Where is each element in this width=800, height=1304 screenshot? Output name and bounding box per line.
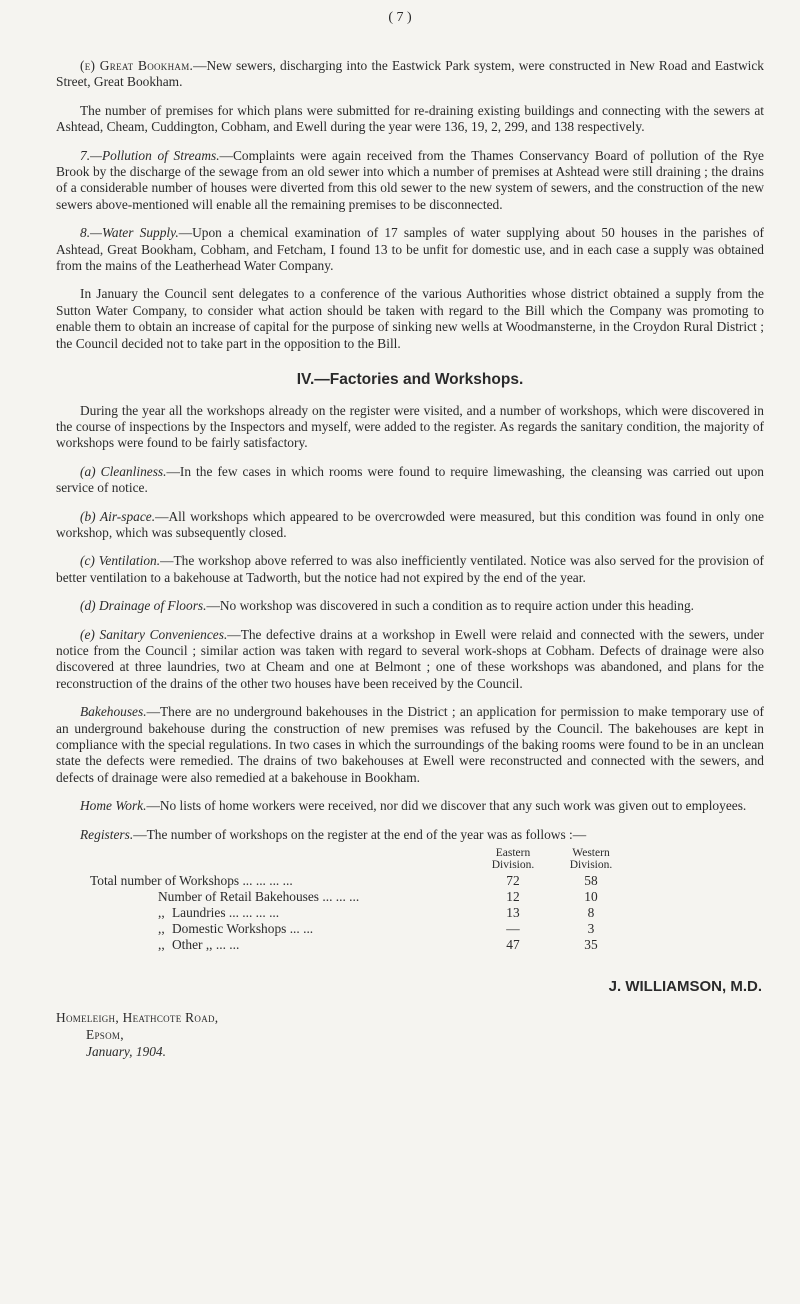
address-line: Homeleigh, Heathcote Road, (56, 1010, 219, 1026)
ditto-mark: ,, (158, 905, 165, 921)
paragraph-text: —New sewers, discharging into the Eastwick Park system, were constructed in New Road and Eastwick Street, Great Bookham. (56, 58, 765, 90)
eastern-value: 13 (506, 905, 520, 921)
paragraph-sanitary (56, 627, 764, 693)
ditto-mark: ,, (158, 921, 165, 937)
paragraph-text: —The workshop above referred to was also inefficiently ventilated. Notice was also served for the provision of better ventilation to a bakehouse at Tadworth, but the notice had not expired by the end of the year. (56, 553, 765, 585)
paragraph-text: —No workshop was discovered in such a condition as to require action under this heading. (206, 598, 694, 614)
row-dots: ... ... ... (319, 889, 360, 905)
page-number: ( 7 ) (388, 10, 412, 25)
paragraph-home-work (56, 798, 764, 814)
table-row (90, 905, 764, 921)
paragraph-label: (b) Air-space. (80, 508, 156, 524)
paragraph-label: (e) Great Bookham. (80, 58, 194, 73)
western-value: 3 (587, 921, 595, 937)
paragraph-air-space (56, 509, 764, 542)
row-label: Domestic Workshops (172, 921, 287, 937)
paragraph-drainage-floors (56, 598, 764, 614)
paragraph-label: Bakehouses. (80, 704, 147, 720)
western-division-header: Western Division. (569, 847, 613, 872)
paragraph-label: 7.—Pollution of Streams. (80, 147, 220, 163)
row-label: Number of Retail Bakehouses (158, 889, 320, 905)
address-date: January, 1904. (86, 1044, 166, 1060)
eastern-value: 72 (506, 873, 520, 889)
row-label: Total number of Workshops (90, 873, 240, 889)
row-dots: ... ... (286, 921, 314, 937)
paragraph-premises: The number of premises for which plans were submitted for re-draining existing buildings and connecting with the sewers at Ashtead, Cheam, Cuddington, Cobham, and Ewell during the year were 136, 19, 2, 299, and 138 respectively. (56, 102, 764, 135)
row-label: Laundries (172, 905, 226, 921)
table-row (90, 921, 764, 937)
paragraph-label: (d) Drainage of Floors. (80, 598, 207, 614)
page-body (56, 58, 764, 1060)
address-block (56, 1009, 764, 1060)
western-value: 35 (584, 937, 598, 953)
western-value: 10 (584, 889, 598, 905)
paragraph-label: (e) Sanitary Conveniences. (80, 626, 228, 642)
paragraph-text: —Upon a chemical examination of 17 samples of water supplying about 50 houses in the parishes of Ashtead, Great Bookham, Cobham, and Fetcham, I found 13 to be unfit for domestic use, and in each case a supply was obtained from the mains of the Leatherhead Water Company. (56, 225, 764, 274)
eastern-value: — (506, 921, 520, 937)
row-dots: ... ... ... ... (239, 873, 293, 889)
table-row (90, 937, 764, 953)
paragraph-text: —There are no underground bakehouses in the District ; an application for permission to make temporary use of an underground bakehouse during the construction of new premises was refused by the Council. The bakehouses are kept in compliance with the special regulations. In two cases in which the surroundings of the baking rooms were found to be in an unclean state the defects were remedied. The drains of two bakehouses at Ewell were reconstructed and connected with the sewers, and defects of drainage were also remedied at a bakehouse in Bookham. (56, 704, 764, 785)
table-row (90, 873, 764, 889)
paragraph-text: —The number of workshops on the register at the end of the year was as follows :— (133, 826, 587, 842)
ditto-mark: ,, (158, 937, 165, 953)
paragraph-ventilation (56, 553, 764, 586)
paragraph-label: (c) Ventilation. (80, 553, 161, 569)
paragraph-label: (a) Cleanliness. (80, 463, 167, 479)
signature: J. WILLIAMSON, M.D. (608, 978, 762, 996)
paragraph-label: Registers. (80, 826, 134, 842)
paragraph-text: —The defective drains at a workshop in Ewell were relaid and connected with the sewers, under notice from the Council ; similar action was taken with regard to several work-shops at Cobham. Defects of drainage were also discovered at three laundries, two at Cheam and one at Belmont ; one of these workshops was abandoned, and plans for the reconstruction of the drains of the other two houses have been received by the Council. (56, 626, 764, 691)
table-row (90, 889, 764, 905)
register-table (90, 847, 764, 953)
paragraph-label: 8.—Water Supply. (80, 225, 179, 241)
paragraph-great-bookham (56, 58, 764, 91)
paragraph-january: In January the Council sent delegates to a conference of the various Authorities whose district obtained a supply from the Sutton Water Company, to consider what action should be taken with regard to the Bill which the Company was promoting to enable them to obtain an increase of capital for the purpose of sinking new wells at Woodmansterne, in the Croydon Rural District ; the Council decided not to take part in the opposition to the Bill. (56, 286, 764, 351)
paragraph-registers (56, 827, 764, 843)
eastern-value: 12 (506, 889, 520, 905)
western-value: 58 (584, 873, 598, 889)
paragraph-text: —No lists of home workers were received, nor did we discover that any such work was given out to employees. (146, 798, 747, 814)
address-line: Epsom, (86, 1027, 124, 1043)
eastern-value: 47 (506, 937, 520, 953)
paragraph-factories-intro: During the year all the workshops already on the register were visited, and a number of workshops, which were discovered in the course of inspections by the Inspectors and myself, were added to the register. As regards the sanitary condition, the majority of workshops were found to be fairly satisfactory. (56, 402, 764, 451)
paragraph-pollution (56, 148, 764, 214)
paragraph-cleanliness (56, 464, 764, 497)
paragraph-text: —All workshops which appeared to be overcrowded were measured, but this condition was found in only one workshop, which was subsequently closed. (56, 508, 764, 540)
western-value: 8 (587, 905, 595, 921)
paragraph-label: Home Work. (80, 798, 147, 814)
eastern-division-header: Eastern Division. (491, 847, 535, 872)
paragraph-water-supply (56, 225, 764, 274)
section-heading: IV.—Factories and Workshops. (296, 371, 524, 389)
paragraph-bakehouses (56, 704, 764, 786)
row-label: Other ,, (172, 937, 213, 953)
paragraph-text: —In the few cases in which rooms were found to require limewashing, the cleansing was carried out upon service of notice. (56, 463, 765, 496)
row-dots: ... ... ... ... (225, 905, 280, 921)
row-dots: ... ... (212, 937, 240, 953)
paragraph-text: —Complaints were again received from the Thames Conservancy Board of pollution of the Rye Brook by the discharge of the sewage from an old sewer into which a number of premises at Ashtead were still draining ; the drains of a considerable number of houses were diverted from this old sewer to the new system of sewers, and the construction of the new sewers above-mentioned will enable all the remaining premises to be disconnected. (56, 147, 764, 212)
register-header-row (90, 847, 764, 873)
